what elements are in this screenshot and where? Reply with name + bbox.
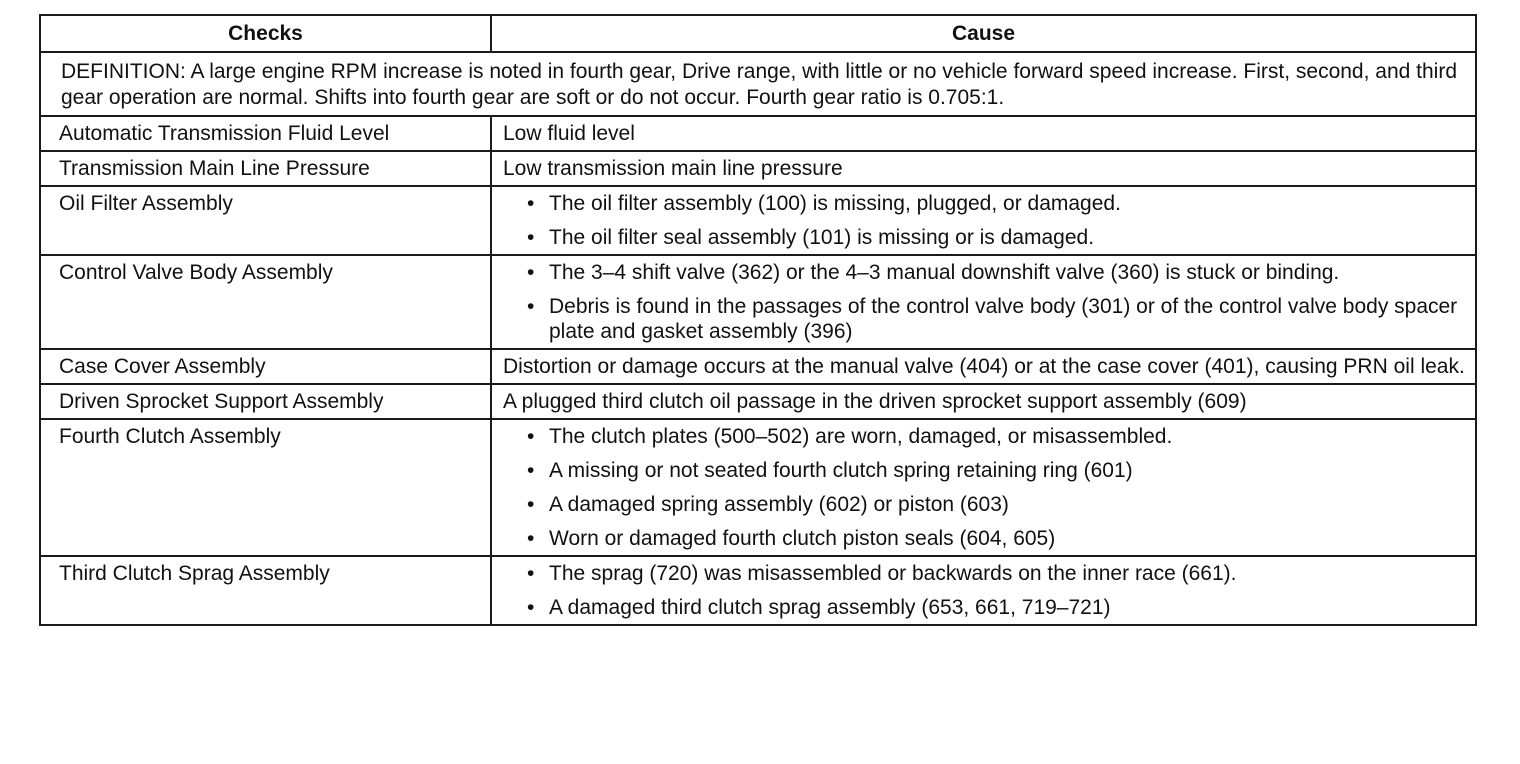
cause-bullet-list: [503, 424, 1465, 551]
bullet-icon: •: [527, 493, 535, 516]
cause-text: Low fluid level: [491, 116, 1476, 151]
check-name: Control Valve Body Assembly: [40, 255, 491, 349]
table-row: [40, 419, 1476, 556]
cause-bullet-text: The oil filter seal assembly (101) is missing or is damaged.: [549, 226, 1095, 249]
cause-text: Distortion or damage occurs at the manual valve (404) or at the case cover (401), causing PRN oil leak.: [491, 349, 1476, 384]
cause-bullet-item: [503, 595, 1465, 620]
cause-list-cell: [491, 186, 1476, 255]
table-row: [40, 116, 1476, 151]
table-row: [40, 556, 1476, 625]
cause-bullet-item: [503, 260, 1465, 285]
cause-bullet-text: A missing or not seated fourth clutch spring retaining ring (601): [549, 459, 1133, 482]
cause-bullet-item: [503, 526, 1465, 551]
definition-row: [40, 52, 1476, 116]
cause-bullet-text: A damaged third clutch sprag assembly (653, 661, 719–721): [549, 596, 1111, 619]
cause-bullet-item: [503, 561, 1465, 586]
bullet-icon: •: [527, 261, 535, 284]
cause-column-header: Cause: [491, 15, 1476, 52]
table-row: [40, 384, 1476, 419]
check-name: Driven Sprocket Support Assembly: [40, 384, 491, 419]
cause-bullet-text: A damaged spring assembly (602) or piston (603): [549, 493, 1009, 516]
bullet-icon: •: [527, 596, 535, 619]
header-row: [40, 15, 1476, 52]
check-name: Third Clutch Sprag Assembly: [40, 556, 491, 625]
table-row: [40, 349, 1476, 384]
bullet-icon: •: [527, 562, 535, 585]
diagnosis-table: [39, 14, 1477, 626]
cause-bullet-list: [503, 260, 1465, 344]
table-row: [40, 151, 1476, 186]
cause-bullet-text: The clutch plates (500–502) are worn, damaged, or misassembled.: [549, 425, 1173, 448]
check-name: Automatic Transmission Fluid Level: [40, 116, 491, 151]
cause-bullet-item: [503, 492, 1465, 517]
check-name: Transmission Main Line Pressure: [40, 151, 491, 186]
bullet-icon: •: [527, 527, 535, 550]
cause-text: A plugged third clutch oil passage in the driven sprocket support assembly (609): [491, 384, 1476, 419]
cause-bullet-item: [503, 191, 1465, 216]
table-row: [40, 255, 1476, 349]
cause-bullet-item: [503, 424, 1465, 449]
bullet-icon: •: [527, 226, 535, 249]
cause-bullet-list: [503, 191, 1465, 250]
bullet-icon: •: [527, 459, 535, 482]
bullet-icon: •: [527, 192, 535, 215]
check-name: Oil Filter Assembly: [40, 186, 491, 255]
cause-list-cell: [491, 556, 1476, 625]
bullet-icon: •: [527, 425, 535, 448]
cause-bullet-list: [503, 561, 1465, 620]
cause-list-cell: [491, 419, 1476, 556]
check-name: Fourth Clutch Assembly: [40, 419, 491, 556]
definition-text: DEFINITION: A large engine RPM increase is noted in fourth gear, Drive range, with little or no vehicle forward speed increase. First, second, and third gear operation are normal. Shifts into fourth gear are soft or do not occur. Fourth gear ratio is 0.705:1.: [40, 52, 1476, 116]
cause-list-cell: [491, 255, 1476, 349]
bullet-icon: •: [527, 295, 535, 318]
table-row: [40, 186, 1476, 255]
cause-bullet-text: The sprag (720) was misassembled or backwards on the inner race (661).: [549, 562, 1237, 585]
cause-text: Low transmission main line pressure: [491, 151, 1476, 186]
checks-column-header: Checks: [40, 15, 491, 52]
cause-bullet-text: The oil filter assembly (100) is missing, plugged, or damaged.: [549, 192, 1121, 215]
cause-bullet-text: The 3–4 shift valve (362) or the 4–3 manual downshift valve (360) is stuck or binding.: [549, 261, 1340, 284]
cause-bullet-text: Debris is found in the passages of the control valve body (301) or of the control valve body spacer plate and gasket assembly (396): [549, 295, 1458, 343]
cause-bullet-item: [503, 294, 1465, 344]
cause-bullet-text: Worn or damaged fourth clutch piston seals (604, 605): [549, 527, 1056, 550]
check-name: Case Cover Assembly: [40, 349, 491, 384]
cause-bullet-item: [503, 458, 1465, 483]
cause-bullet-item: [503, 225, 1465, 250]
